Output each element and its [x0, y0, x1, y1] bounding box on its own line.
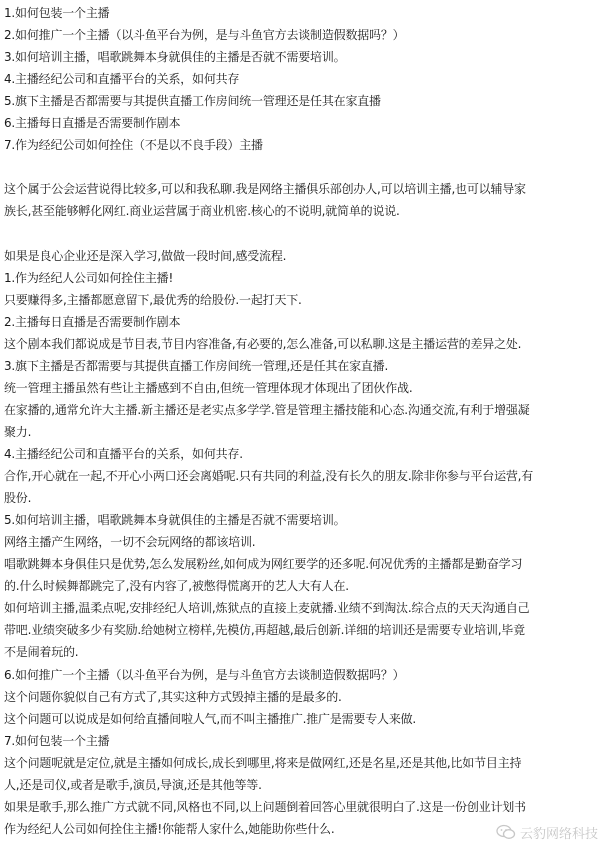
text-line: 如果是歌手,那么推广方式就不同,风格也不同,以上问题倒着回答心里就很明白了.这是一份创业计划书: [4, 799, 526, 814]
text-line: 这个问题呢就是定位,就是主播如何成长,成长到哪里,将来是做网红,还是名星,还是其他,比如节目主持: [4, 755, 522, 770]
text-line: 聚力.: [4, 424, 32, 439]
text-line: 族长,甚至能够孵化网红.商业运营属于商业机密.核心的不说明,就简单的说说.: [4, 204, 400, 219]
text-line: 5.旗下主播是否都需要与其提供直播工作房间统一管理还是任其在家直播: [4, 94, 381, 109]
text-line: [4, 226, 602, 242]
text-line: 在家播的,通常允许大主播.新主播还是老实点多学学.管是管理主播技能和心态.沟通交流,有利于增强凝: [4, 402, 530, 417]
text-line: 6.如何推广一个主播（以斗鱼平台为例，是与斗鱼官方去谈制造假数据吗？）: [4, 667, 405, 682]
text-line: 7.作为经纪公司如何拴住（不是以不良手段）主播: [4, 138, 263, 153]
text-line: 4.主播经纪公司和直播平台的关系，如何共存.: [4, 447, 243, 461]
text-line: 这个剧本我们都说成是节目表,节目内容准备,有必要的,怎么准备,可以私聊.这是主播运营的差异之处.: [4, 336, 522, 351]
text-line: 股份.: [4, 491, 32, 506]
text-line: 只要赚得多,主播都愿意留下,最优秀的给股份.一起打天下.: [4, 292, 302, 307]
text-line: 6.主播每日直播是否需要制作剧本: [4, 116, 181, 131]
text-line: 5.如何培训主播，唱歌跳舞本身就俱佳的主播是否就不需要培训。: [4, 513, 346, 528]
text-line: 带吧.业绩突破多少有奖励.给她树立榜样,先模仿,再超越,最后创新.详细的培训还是需要专业培训,毕竟: [4, 623, 525, 638]
text-line: 如何培训主播,温柔点呢,安排经纪人培训,炼狱点的直接上麦就播.业绩不到淘汰.综合点的天天沟通自己: [4, 601, 530, 616]
text-line: 唱歌跳舞本身俱佳只是优势,怎么发展粉丝,如何成为网红要学的还多呢.何况优秀的主播都是勤奋学习: [4, 557, 523, 572]
text-line: 如果是良心企业还是深入学习,做做一段时间,感受流程.: [4, 248, 287, 263]
text-line: 人,还是司仪,或者是歌手,演员,导演,还是其他等等.: [4, 777, 262, 792]
text-line: 1.如何包装一个主播: [4, 6, 110, 20]
watermark: [368, 824, 598, 840]
text-line: 1.作为经纪人公司如何拴住主播!: [4, 270, 174, 285]
text-line: 这个问题你貌似自己有方式了,其实这种方式毁掉主播的是最多的.: [4, 689, 342, 704]
text-line: 4.主播经纪公司和直播平台的关系，如何共存: [4, 72, 240, 87]
text-line: 统一管理主播虽然有些让主播感到不自由,但统一管理体现才体现出了团伙作战.: [4, 380, 413, 395]
text-line: 3.旗下主播是否都需要与其提供直播工作房间统一管理,还是任其在家直播.: [4, 358, 389, 373]
text-line: 这个问题可以说成是如何给直播间啦人气,而不叫主播推广.推广是需要专人来做.: [4, 711, 417, 726]
text-line: 作为经纪人公司如何拴住主播!你能帮人家什么,她能助你些什么.: [4, 821, 335, 836]
text-line: 这个属于公会运营说得比较多,可以和我私聊.我是网络主播俱乐部创办人,可以培训主播,也可以辅导家: [4, 182, 526, 197]
wechat-icon: [496, 824, 516, 840]
text-line: 不是闹着玩的.: [4, 645, 79, 660]
text-line: [4, 159, 602, 175]
text-line: 2.如何推广一个主播（以斗鱼平台为例，是与斗鱼官方去谈制造假数据吗？）: [4, 28, 405, 43]
text-line: 7.如何包装一个主播: [4, 733, 110, 748]
text-line: 的.什么时候舞都跳完了,没有内容了,被憋得慌离开的艺人大有人在.: [4, 579, 349, 594]
text-line: 合作,开心就在一起,不开心小两口还会离婚呢.只有共同的利益,没有长久的朋友.除非你参与平台运营,有: [4, 469, 534, 484]
text-line: 2.主播每日直播是否需要制作剧本: [4, 314, 181, 329]
text-line: 3.如何培训主播，唱歌跳舞本身就俱佳的主播是否就不需要培训。: [4, 50, 346, 65]
watermark-text: 云豹网络科技: [519, 826, 598, 842]
text-line: 网络主播产生网络，一切不会玩网络的都该培训.: [4, 535, 256, 550]
